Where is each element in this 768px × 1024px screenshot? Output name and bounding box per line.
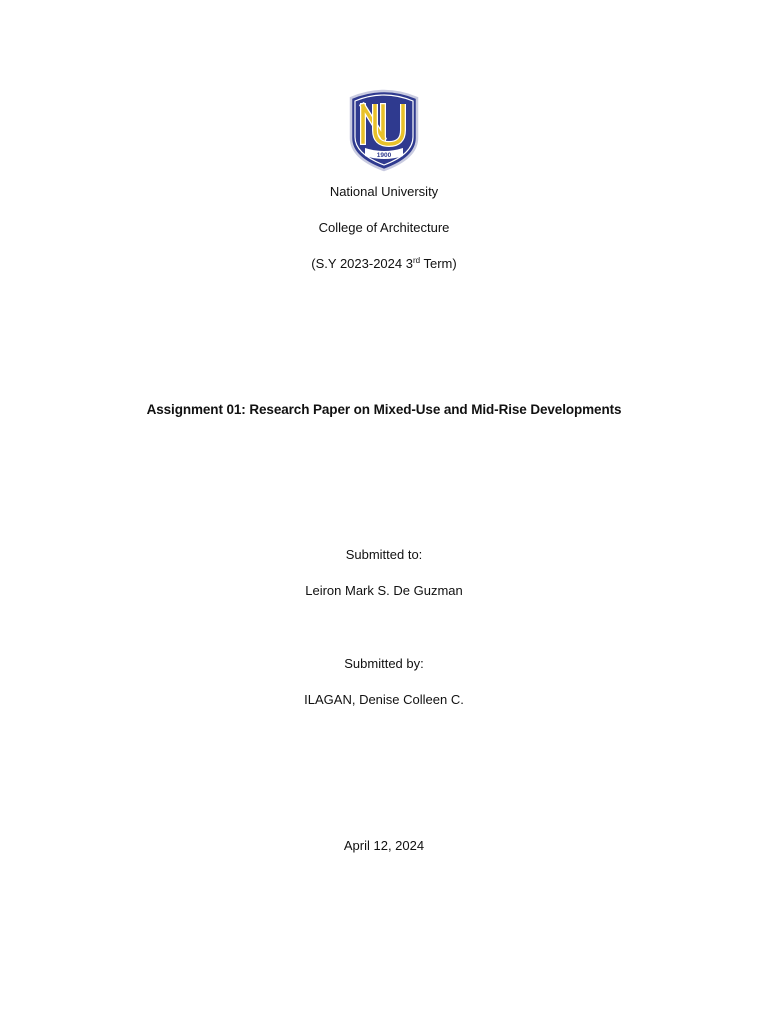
college-name: College of Architecture <box>318 220 450 235</box>
university-name: National University <box>329 184 439 199</box>
logo-year-text: 1900 <box>376 152 392 159</box>
school-year-term <box>0 256 768 272</box>
university-seal-logo <box>345 86 423 172</box>
submitted-by-name: ILAGAN, Denise Colleen C. <box>304 692 464 707</box>
term-superscript: rd <box>412 256 421 265</box>
submitted-to-label: Submitted to: <box>345 547 423 562</box>
document-title: Assignment 01: Research Paper on Mixed-Use and Mid-Rise Developments <box>146 402 622 417</box>
submitted-to-name: Leiron Mark S. De Guzman <box>305 583 463 598</box>
term-prefix: (S.Y 2023-2024 3 <box>311 256 413 271</box>
term-suffix: Term) <box>420 256 457 271</box>
submission-date: April 12, 2024 <box>343 838 425 853</box>
submitted-by-label: Submitted by: <box>344 656 424 671</box>
